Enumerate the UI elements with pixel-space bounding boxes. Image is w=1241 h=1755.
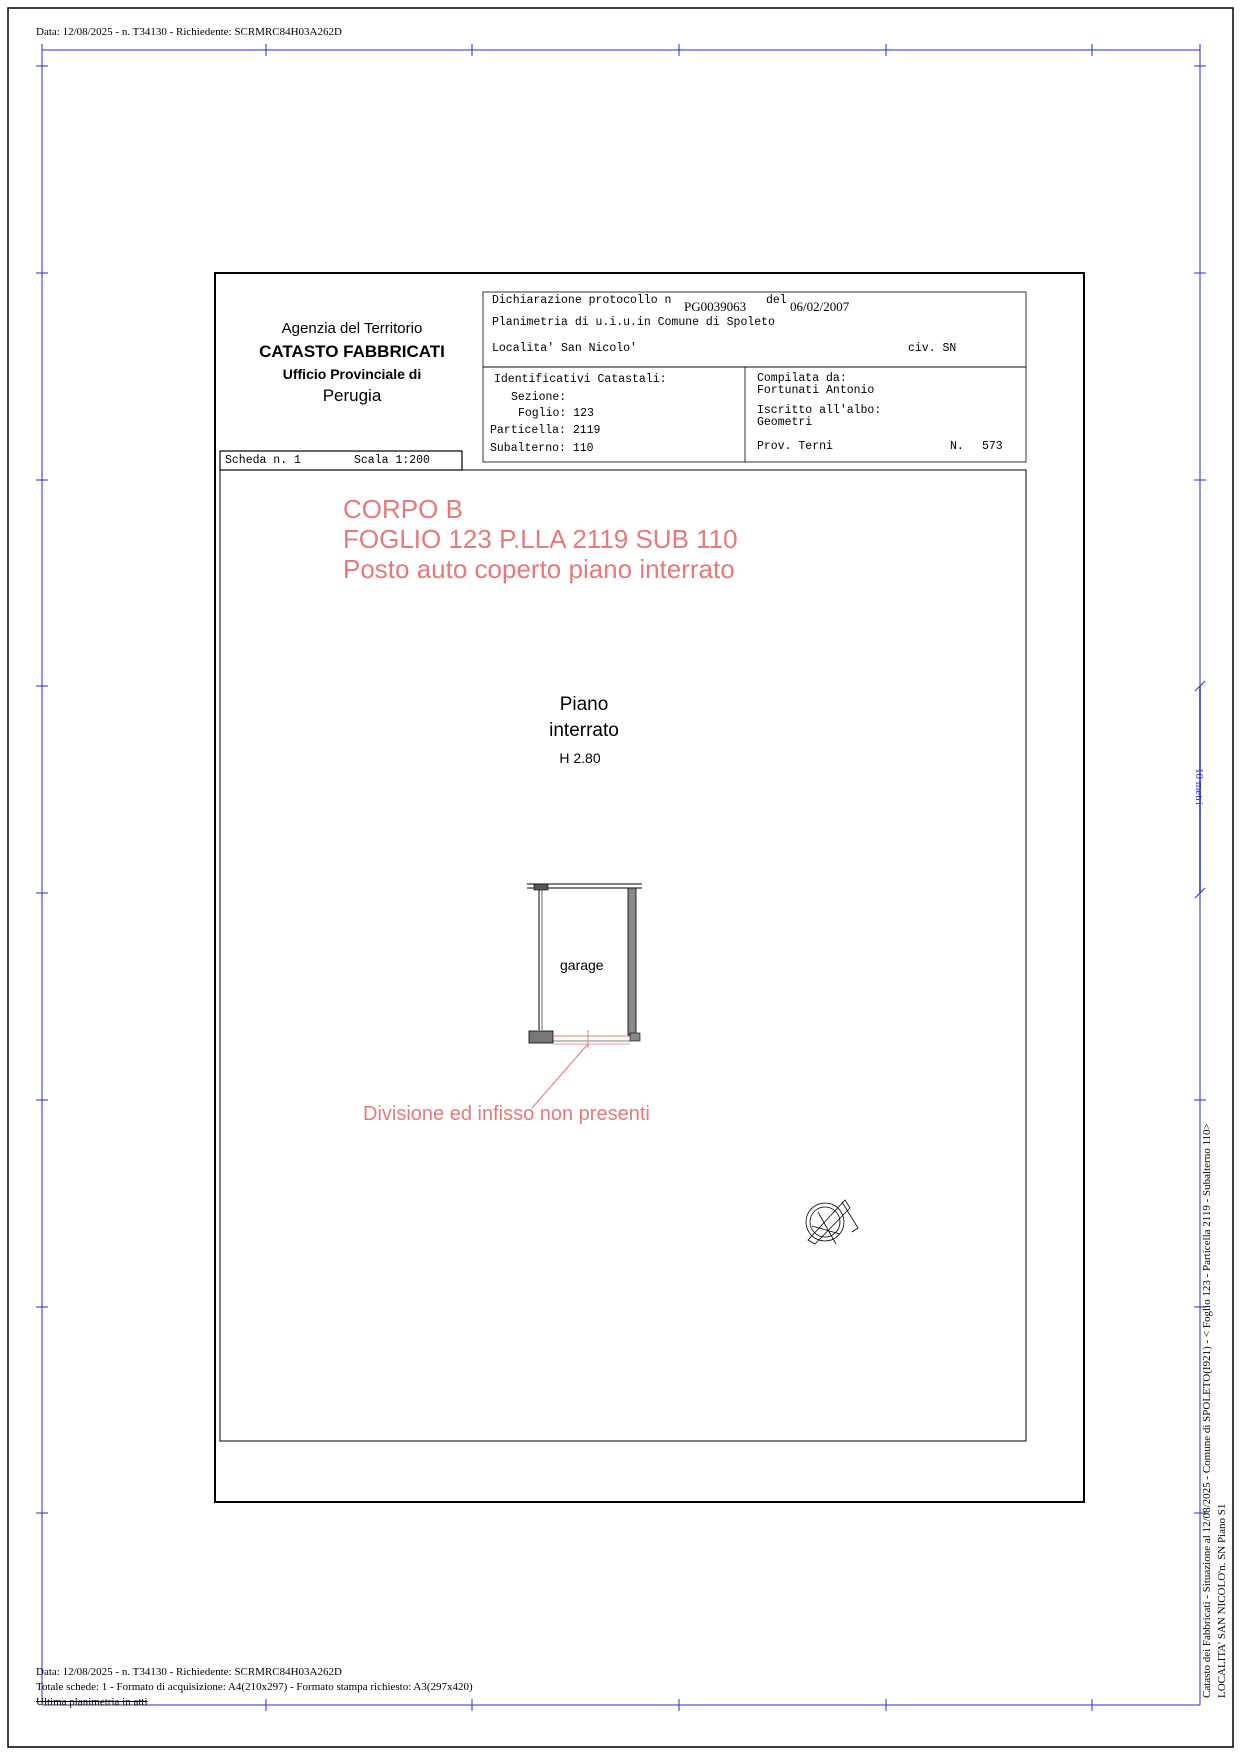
leader-line bbox=[532, 1044, 588, 1108]
ufficio-label: Ufficio Provinciale di bbox=[282, 366, 422, 382]
plan-frame bbox=[220, 470, 1026, 1441]
planimetria-text: Planimetria di u.i.u.in Comune di Spoleto bbox=[492, 316, 775, 329]
room-label: garage bbox=[560, 957, 604, 973]
identificativi-title: Identificativi Catastali: bbox=[494, 373, 667, 386]
particella-field: Particella: 2119 bbox=[490, 424, 601, 437]
ufficio-city: Perugia bbox=[322, 386, 382, 405]
catasto-title: CATASTO FABBRICATI bbox=[259, 342, 445, 361]
interrato-label: interrato bbox=[549, 720, 619, 741]
sezione-field: Sezione: bbox=[511, 391, 567, 404]
albo-n-value: 573 bbox=[982, 440, 1003, 453]
civico-text: civ. SN bbox=[908, 342, 957, 355]
localita-text: Localita' San Nicolo' bbox=[492, 342, 637, 355]
posto-annotation: Posto auto coperto piano interrato bbox=[343, 554, 735, 584]
scala-label: Scala 1:200 bbox=[354, 454, 430, 467]
declaration-date: 06/02/2007 bbox=[790, 299, 850, 314]
footer-line3: Ultima planimetria in atti bbox=[36, 1696, 148, 1708]
albo-n-label: N. bbox=[950, 440, 964, 453]
compilata-label: Compilata da: bbox=[757, 372, 847, 385]
height-label: H 2.80 bbox=[559, 750, 601, 766]
divisione-annotation: Divisione ed infisso non presenti bbox=[363, 1103, 650, 1125]
footer-line2: Totale schede: 1 - Formato di acquisizione: A4(210x297) - Formato stampa richiesto: A3(297x420) bbox=[36, 1681, 473, 1693]
foglio-field: Foglio: 123 bbox=[518, 407, 594, 420]
provincia-value: Prov. Terni bbox=[757, 440, 833, 453]
protocol-number: PG0039063 bbox=[684, 299, 747, 314]
north-arrow-icon bbox=[806, 1200, 858, 1244]
sheet-border bbox=[215, 273, 1084, 1502]
iscritto-label: Iscritto all'albo: bbox=[757, 404, 882, 417]
foglio-annotation: FOGLIO 123 P.LLA 2119 SUB 110 bbox=[343, 524, 738, 554]
page-border bbox=[8, 8, 1233, 1747]
compilata-name: Fortunati Antonio bbox=[757, 384, 875, 397]
footer-line1: Data: 12/08/2025 - n. T34130 - Richiedente: SCRMRC84H03A262D bbox=[36, 1666, 342, 1678]
corpo-annotation: CORPO B bbox=[343, 494, 463, 524]
piano-label: Piano bbox=[559, 694, 609, 715]
scheda-label: Scheda n. 1 bbox=[225, 454, 301, 467]
side-text-line2: LOCALITA' SAN NICOLO'n. SN Piano S1 bbox=[1216, 1503, 1228, 1698]
del-label: del bbox=[766, 294, 787, 307]
header-info: Data: 12/08/2025 - n. T34130 - Richiedente: SCRMRC84H03A262D bbox=[36, 26, 342, 38]
albo-value: Geometri bbox=[757, 416, 813, 429]
side-text-line1: Catasto dei Fabbricati - Situazione al 12/08/2025 - Comune di SPOLETO(I921) - < Foglio 123 - Particella 2119 - Subalterno 110> bbox=[1201, 1123, 1213, 1698]
scale-bar-label: 10 metri bbox=[1193, 768, 1205, 805]
protocol-label: Dichiarazione protocollo n bbox=[492, 294, 672, 307]
subalterno-field: Subalterno: 110 bbox=[490, 442, 594, 455]
agency-name: Agenzia del Territorio bbox=[281, 320, 423, 337]
